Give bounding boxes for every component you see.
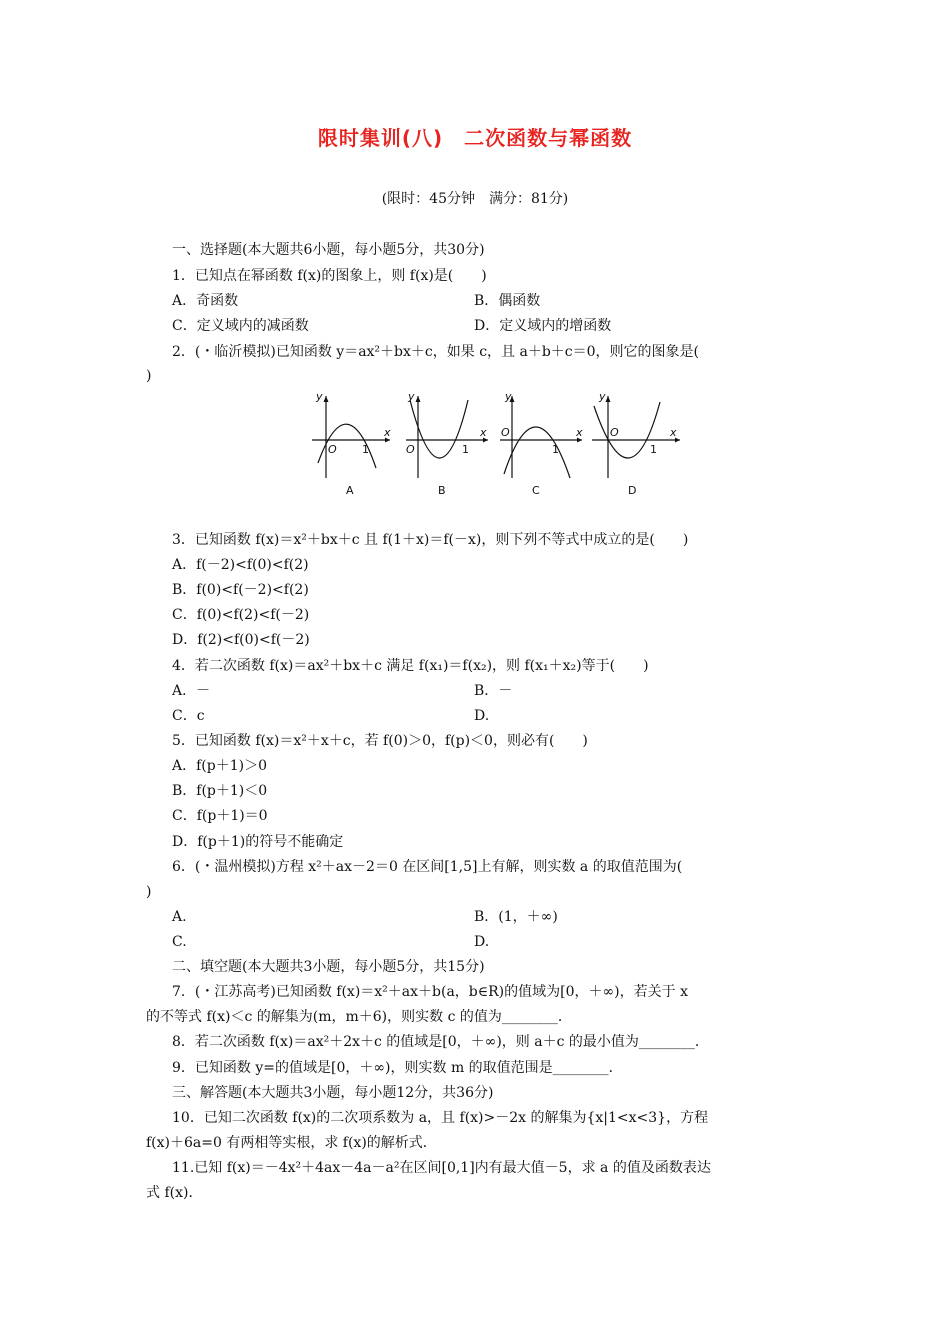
- question-text: 4．若二次函数 f(x)＝ax²＋bx＋c 满足 f(x₁)＝f(x₂)，则 f(x₁＋x₂)等于( ): [172, 658, 649, 674]
- graph-c-x-label: x: [576, 426, 583, 439]
- graph-b-x-label: x: [480, 426, 487, 439]
- question-text: 11.已知 f(x)＝－4x²＋4ax－4a－a²在区间[0,1]内有最大值－5，求 a 的值及函数表达: [172, 1160, 711, 1176]
- graph-b-caption: B: [438, 484, 446, 497]
- option-text: B．f(p＋1)＜0: [172, 783, 268, 799]
- section-heading: 一、选择题(本大题共6小题，每小题5分，共30分): [172, 242, 485, 258]
- graph-a-origin-label: O: [328, 443, 337, 456]
- page-title: 限时集训(八) 二次函数与幂函数: [317, 126, 633, 150]
- graph-b-y-label: y: [408, 390, 415, 403]
- option-text: D．f(2)<f(0)<f(－2): [172, 632, 310, 648]
- option-text: A．f(p＋1)＞0: [172, 758, 267, 774]
- option-text: C．f(0)<f(2)<f(－2): [172, 607, 310, 623]
- graph-d-one-label: 1: [650, 443, 657, 456]
- graph-a-caption: A: [346, 484, 354, 497]
- option-text: A.: [172, 909, 187, 925]
- question-text: 2．(・临沂模拟)已知函数 y＝ax²＋bx＋c，如果 c，且 a＋b＋c＝0，则它的图象是(: [172, 344, 700, 360]
- section-heading: 三、解答题(本大题共3小题，每小题12分，共36分): [172, 1085, 494, 1101]
- question-text: f(x)＋6a=0 有两相等实根，求 f(x)的解析式．: [146, 1135, 437, 1151]
- option-text: D.: [474, 934, 490, 950]
- question-text: 5．已知函数 f(x)＝x²＋x＋c，若 f(0)＞0，f(p)＜0，则必有( ): [172, 733, 588, 749]
- graph-d-caption: D: [628, 484, 637, 497]
- graph-c-caption: C: [532, 484, 540, 497]
- option-text: B．－: [474, 683, 513, 699]
- option-text: C.: [172, 934, 187, 950]
- time-score-note: (限时：45分钟 满分：81分): [381, 191, 569, 207]
- graph-b-origin-label: O: [406, 443, 415, 456]
- question-text: 3．已知函数 f(x)＝x²＋bx＋c 且 f(1＋x)＝f(－x)，则下列不等式中成立的是( ): [172, 532, 689, 548]
- option-text: B．f(0)<f(－2)<f(2): [172, 582, 309, 598]
- question-text: 6．(・温州模拟)方程 x²＋ax－2＝0 在区间[1,5]上有解，则实数 a 的取值范围为(: [172, 859, 683, 875]
- question-text: ): [146, 368, 152, 384]
- parabola-graphs-figure: [302, 388, 692, 498]
- option-text: D．f(p＋1)的符号不能确定: [172, 834, 344, 850]
- question-text: 式 f(x)．: [146, 1185, 203, 1201]
- graph-c-origin-label: O: [501, 426, 510, 439]
- graph-a-x-label: x: [384, 426, 391, 439]
- graph-c-y-label: y: [505, 390, 512, 403]
- question-text: 10．已知二次函数 f(x)的二次项系数为 a，且 f(x)>－2x 的解集为{x|1<x<3}，方程: [172, 1110, 709, 1126]
- graph-d-y-label: y: [599, 390, 606, 403]
- question-text: 7．(・江苏高考)已知函数 f(x)＝x²＋ax＋b(a，b∈R)的值域为[0，＋∞)，若关于 x: [172, 984, 688, 1000]
- graph-c-one-label: 1: [552, 443, 559, 456]
- option-text: B．(1，＋∞): [474, 909, 558, 925]
- graph-a-y-label: y: [316, 390, 323, 403]
- option-text: B．偶函数: [474, 293, 541, 309]
- graph-d-x-label: x: [670, 426, 677, 439]
- question-text: 1．已知点在幂函数 f(x)的图象上，则 f(x)是( ): [172, 268, 487, 284]
- option-text: A．f(－2)<f(0)<f(2): [172, 557, 309, 573]
- option-text: A．－: [172, 683, 211, 699]
- graph-d-origin-label: O: [610, 426, 619, 439]
- graphs-svg: [302, 388, 692, 498]
- question-text: 9．已知函数 y=的值域是[0，＋∞)，则实数 m 的取值范围是________．: [172, 1060, 623, 1076]
- option-text: D．定义域内的增函数: [474, 318, 612, 334]
- option-text: C．f(p＋1)＝0: [172, 808, 268, 824]
- option-text: D.: [474, 708, 490, 724]
- section-heading: 二、填空题(本大题共3小题，每小题5分，共15分): [172, 959, 485, 975]
- question-text: 8．若二次函数 f(x)＝ax²＋2x＋c 的值域是[0，＋∞)，则 a＋c 的最小值为________．: [172, 1034, 709, 1050]
- question-text: ): [146, 884, 152, 900]
- option-text: A．奇函数: [172, 293, 239, 309]
- question-text: 的不等式 f(x)＜c 的解集为(m，m＋6)，则实数 c 的值为________．: [146, 1009, 572, 1025]
- option-text: C．定义域内的减函数: [172, 318, 309, 334]
- graph-b-one-label: 1: [462, 443, 469, 456]
- option-text: C．c: [172, 708, 205, 724]
- graph-a-one-label: 1: [362, 443, 369, 456]
